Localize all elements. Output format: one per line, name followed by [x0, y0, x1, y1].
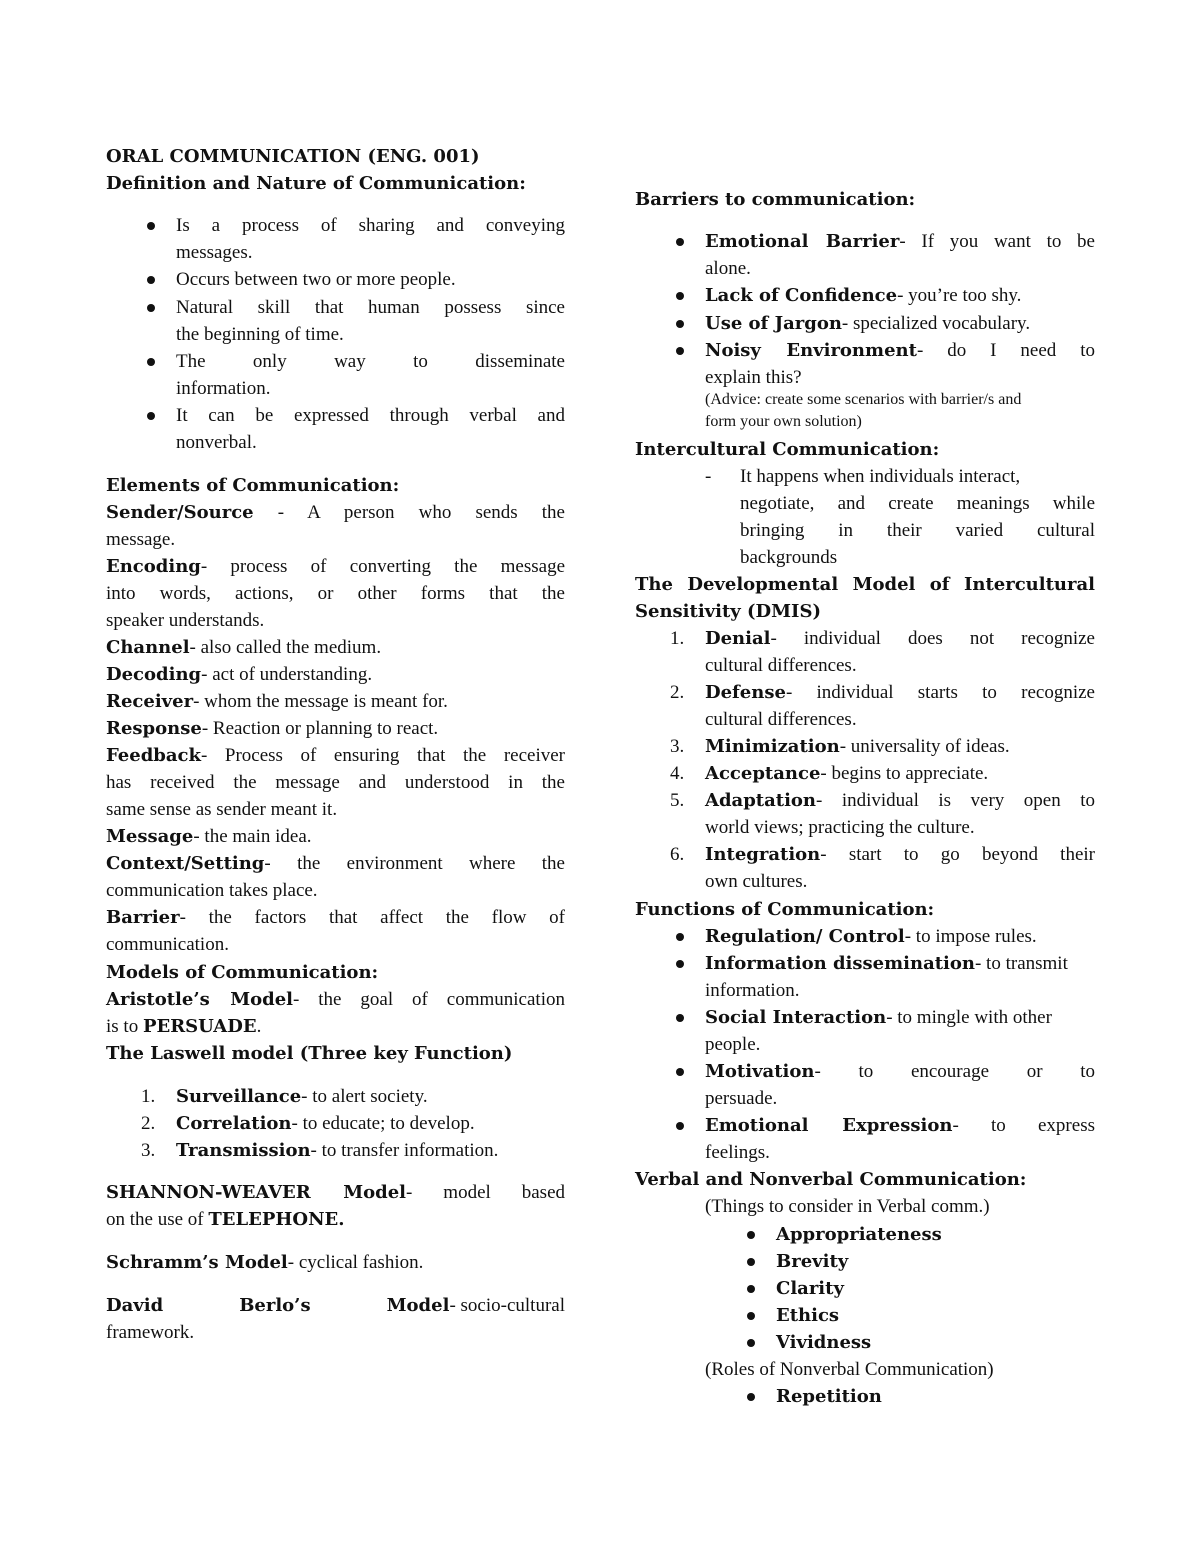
element-response: Response- Reaction or planning to react. — [106, 718, 439, 739]
list-item-cont: explain this? — [705, 367, 802, 388]
nonverbal-note: (Roles of Nonverbal Communication) — [705, 1359, 994, 1380]
functions-heading: Functions of Communication: — [635, 899, 935, 920]
element-feedback-cont: has received the message and understood in the — [106, 772, 565, 793]
list-item: Occurs between two or more people. — [176, 266, 565, 293]
element-feedback: Feedback- Process of ensuring that the receiver — [106, 745, 565, 766]
element-sender: Sender/Source - A person who sends the — [106, 502, 565, 523]
list-item: Brevity — [776, 1248, 1095, 1275]
advice-note-cont: form your own solution) — [705, 413, 862, 430]
laswell-heading: The Laswell model (Three key Function) — [106, 1043, 513, 1064]
list-item-cont: the beginning of time. — [176, 324, 344, 345]
list-item-cont: people. — [705, 1034, 761, 1055]
list-item: - It happens when individuals interact, — [705, 466, 1021, 487]
element-barrier-cont: communication. — [106, 934, 229, 955]
list-item: 3. Minimization- universality of ideas. — [670, 736, 1010, 757]
element-encoding: Encoding- process of converting the message — [106, 556, 565, 577]
list-item-cont: nonverbal. — [176, 432, 257, 453]
element-context: Context/Setting- the environment where the — [106, 853, 565, 874]
barriers-heading: Barriers to communication: — [635, 189, 916, 210]
element-context-cont: communication takes place. — [106, 880, 318, 901]
verbal-heading: Verbal and Nonverbal Communication: — [635, 1169, 1027, 1190]
list-item: Motivation- to encourage or to — [705, 1058, 1095, 1085]
model-aristotle-cont: is to PERSUADE. — [106, 1016, 262, 1037]
model-schramm: Schramm’s Model- cyclical fashion. — [106, 1252, 424, 1273]
element-encoding-cont: into words, actions, or other forms that the — [106, 583, 565, 604]
list-item-cont: bringing in their varied cultural — [740, 520, 1095, 541]
list-item: Emotional Barrier- If you want to be — [705, 228, 1095, 255]
list-item: 3. Transmission- to transfer information. — [141, 1140, 499, 1161]
model-berlo: David Berlo’s Model- socio-cultural — [106, 1295, 565, 1316]
element-feedback-cont: same sense as sender meant it. — [106, 799, 338, 820]
list-item: Lack of Confidence- you’re too shy. — [705, 282, 1095, 309]
element-decoding: Decoding- act of understanding. — [106, 664, 373, 685]
list-item-cont: alone. — [705, 258, 751, 279]
model-shannon-cont: on the use of TELEPHONE. — [106, 1209, 345, 1230]
list-item-cont: information. — [176, 378, 271, 399]
elements-heading: Elements of Communication: — [106, 475, 400, 496]
list-item: 2. Correlation- to educate; to develop. — [141, 1113, 475, 1134]
intercultural-heading: Intercultural Communication: — [635, 439, 940, 460]
model-shannon: SHANNON-WEAVER Model- model based — [106, 1182, 565, 1203]
advice-note: (Advice: create some scenarios with barrier/s and — [705, 391, 1022, 408]
list-item: 1. Denial- individual does not recognize — [670, 628, 1095, 649]
list-item: Noisy Environment- do I need to — [705, 337, 1095, 364]
list-item: 2. Defense- individual starts to recognize — [670, 682, 1095, 703]
model-aristotle: Aristotle’s Model- the goal of communication — [106, 989, 565, 1010]
element-encoding-cont: speaker understands. — [106, 610, 265, 631]
list-item: Is a process of sharing and conveying — [176, 212, 565, 239]
list-item: Clarity — [776, 1275, 1095, 1302]
element-channel: Channel- also called the medium. — [106, 637, 382, 658]
list-item: 4. Acceptance- begins to appreciate. — [670, 763, 989, 784]
list-item: Appropriateness — [776, 1221, 1095, 1248]
list-item-cont: cultural differences. — [705, 709, 857, 730]
list-item-cont: cultural differences. — [705, 655, 857, 676]
element-barrier: Barrier- the factors that affect the flow of — [106, 907, 565, 928]
list-item-cont: feelings. — [705, 1142, 770, 1163]
list-item: 5. Adaptation- individual is very open to — [670, 790, 1095, 811]
list-item: Information dissemination- to transmit — [705, 950, 1095, 977]
definition-heading: Definition and Nature of Communication: — [106, 173, 526, 194]
list-item-cont: own cultures. — [705, 871, 808, 892]
element-sender-cont: message. — [106, 529, 176, 550]
list-item: Regulation/ Control- to impose rules. — [705, 923, 1095, 950]
list-item: Ethics — [776, 1302, 1095, 1329]
list-item: The only way to disseminate — [176, 348, 565, 375]
list-item: Natural skill that human possess since — [176, 294, 565, 321]
element-message: Message- the main idea. — [106, 826, 312, 847]
list-item-cont: messages. — [176, 242, 253, 263]
list-item: Emotional Expression- to express — [705, 1112, 1095, 1139]
dmis-heading: The Developmental Model of Intercultural — [635, 574, 1095, 595]
list-item: It can be expressed through verbal and — [176, 402, 565, 429]
list-item-cont: negotiate, and create meanings while — [740, 493, 1095, 514]
list-item: Repetition — [776, 1383, 1095, 1410]
list-item: Social Interaction- to mingle with other — [705, 1004, 1095, 1031]
document-title: ORAL COMMUNICATION (ENG. 001) — [106, 146, 480, 167]
element-receiver: Receiver- whom the message is meant for. — [106, 691, 448, 712]
model-berlo-cont: framework. — [106, 1322, 195, 1343]
list-item: 1. Surveillance- to alert society. — [141, 1086, 428, 1107]
list-item-cont: persuade. — [705, 1088, 778, 1109]
list-item: Vividness — [776, 1329, 1095, 1356]
list-item: 6. Integration- start to go beyond their — [670, 844, 1095, 865]
verbal-note: (Things to consider in Verbal comm.) — [705, 1196, 990, 1217]
list-item-cont: backgrounds — [740, 547, 838, 568]
list-item: Use of Jargon- specialized vocabulary. — [705, 310, 1095, 337]
list-item-cont: world views; practicing the culture. — [705, 817, 975, 838]
models-heading: Models of Communication: — [106, 962, 379, 983]
dmis-heading-cont: Sensitivity (DMIS) — [635, 601, 821, 622]
list-item-cont: information. — [705, 980, 800, 1001]
